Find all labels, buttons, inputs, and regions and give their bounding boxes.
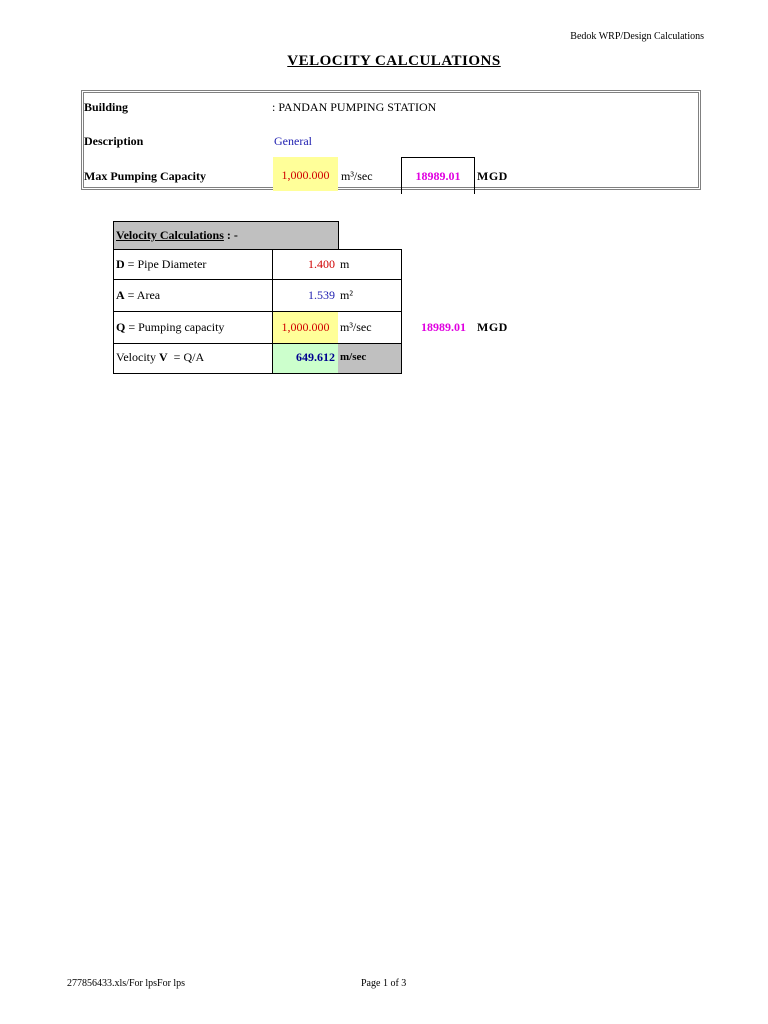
- area-symbol: A: [116, 288, 125, 302]
- diameter-value: 1.400: [308, 257, 335, 271]
- footer-page-number: Page 1 of 3: [361, 978, 407, 989]
- area-value: 1.539: [308, 288, 335, 302]
- footer-file-reference: 277856433.xls/For lpsFor lps: [67, 978, 186, 989]
- area-unit: m²: [340, 288, 353, 302]
- building-value: : PANDAN PUMPING STATION: [272, 100, 437, 114]
- capacity-row-label: [116, 320, 224, 335]
- description-label: Description: [84, 134, 144, 148]
- page-title: VELOCITY CALCULATIONS: [287, 53, 501, 69]
- velocity-formula: = Q/A: [167, 350, 205, 364]
- capacity-row-unit: m³/sec: [340, 320, 372, 334]
- capacity-desc: = Pumping capacity: [125, 320, 225, 334]
- capacity-label: Max Pumping Capacity: [84, 169, 207, 183]
- capacity-mgd-value: 18989.01: [401, 157, 475, 194]
- velocity-symbol: V: [159, 350, 168, 364]
- diameter-label: [116, 257, 206, 272]
- capacity-row-mgd-value: 18989.01: [421, 320, 466, 334]
- velocity-unit: m/sec: [340, 351, 367, 363]
- velocity-value: 649.612: [296, 350, 335, 364]
- calc-heading: [116, 228, 238, 243]
- capacity-row-mgd-unit: MGD: [477, 320, 508, 334]
- document-reference: Bedok WRP/Design Calculations: [570, 31, 704, 42]
- diameter-unit: m: [340, 257, 350, 271]
- capacity-symbol: Q: [116, 320, 126, 334]
- area-desc: = Area: [124, 288, 161, 302]
- description-value: General: [274, 134, 312, 148]
- building-label: Building: [84, 100, 129, 114]
- capacity-row-value: 1,000.000: [273, 312, 338, 343]
- velocity-label: [116, 350, 204, 365]
- area-label: [116, 288, 160, 303]
- calc-heading-suffix: : -: [223, 228, 238, 242]
- capacity-mgd-unit: MGD: [477, 169, 508, 183]
- calc-heading-text: Velocity Calculations: [116, 228, 224, 242]
- capacity-unit: m³/sec: [341, 169, 373, 183]
- velocity-prefix: Velocity: [116, 350, 159, 364]
- diameter-symbol: D: [116, 257, 125, 271]
- diameter-desc: = Pipe Diameter: [124, 257, 207, 271]
- capacity-value: 1,000.000: [273, 157, 338, 191]
